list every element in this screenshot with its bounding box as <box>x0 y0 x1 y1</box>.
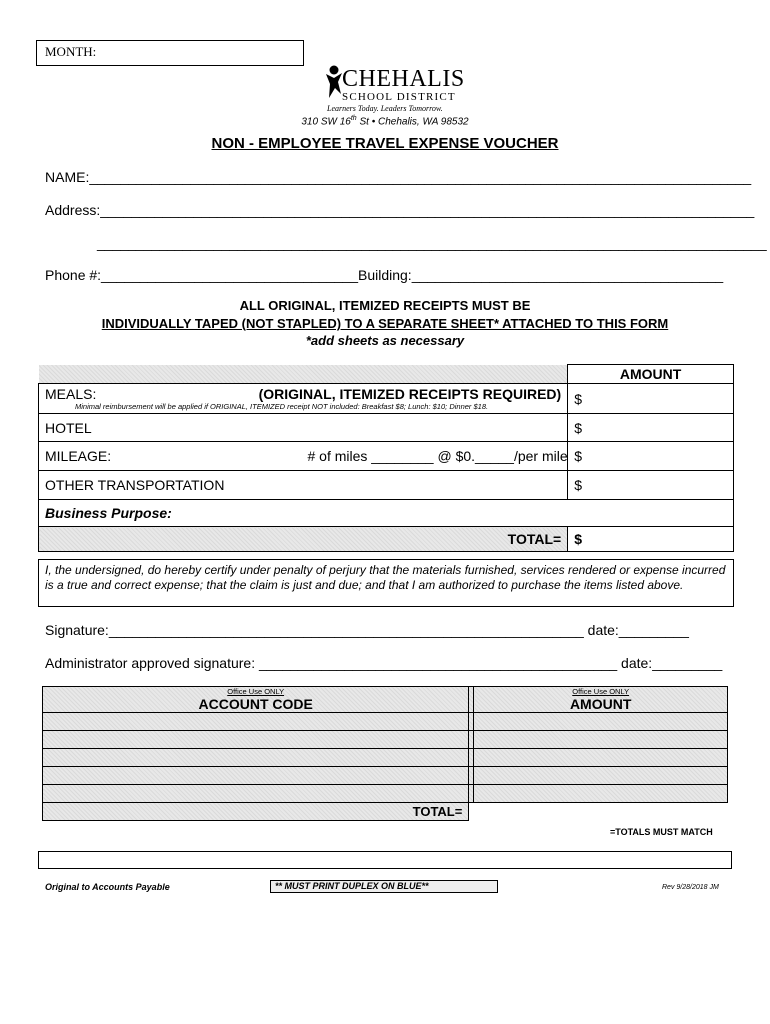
other-transportation-label: OTHER TRANSPORTATION <box>39 471 568 500</box>
amount-header: AMOUNT <box>568 365 734 384</box>
original-to-accounts-payable: Original to Accounts Payable <box>45 882 170 892</box>
account-code-cell[interactable] <box>43 749 469 767</box>
business-purpose-row <box>39 500 734 527</box>
notes-box[interactable] <box>38 851 732 869</box>
account-row <box>43 713 728 731</box>
account-row <box>43 731 728 749</box>
total-amount-input[interactable]: $ <box>568 527 734 552</box>
receipts-notice-line1: ALL ORIGINAL, ITEMIZED RECEIPTS MUST BE <box>239 298 531 313</box>
account-row <box>43 749 728 767</box>
meals-label: MEALS: <box>45 385 97 402</box>
receipts-notice-line3: *add sheets as necessary <box>305 333 465 348</box>
business-purpose-field[interactable]: Business Purpose: <box>39 500 734 527</box>
hotel-amount-input[interactable]: $ <box>568 414 734 442</box>
office-total-row <box>43 803 728 821</box>
revision-note: Rev 9/28/2018 JM <box>662 884 719 891</box>
phone-building-field[interactable]: Phone #:_________________________________Building:________________________________________ <box>45 267 724 283</box>
page-title: NON - EMPLOYEE TRAVEL EXPENSE VOUCHER <box>211 135 559 152</box>
address-field[interactable]: Address:____________________________________________________________________________________ <box>45 202 755 218</box>
totals-must-match-note: =TOTALS MUST MATCH <box>610 827 713 837</box>
mileage-amount-input[interactable]: $ <box>568 442 734 471</box>
other-transportation-row <box>39 471 734 500</box>
hotel-row <box>39 414 734 442</box>
account-code-cell[interactable] <box>43 785 469 803</box>
mileage-calculation[interactable]: # of miles ________ @ $0._____/per mile <box>307 448 568 464</box>
account-code-cell[interactable] <box>43 713 469 731</box>
meals-receipts-required: (ORIGINAL, ITEMIZED RECEIPTS REQUIRED) <box>258 385 562 402</box>
office-use-label-2: Office Use ONLY <box>572 687 630 696</box>
office-total-label: TOTAL= <box>43 803 469 821</box>
mileage-row <box>39 442 734 471</box>
admin-signature-field[interactable]: Administrator approved signature: ______________________________________________ date:_________ <box>45 655 723 671</box>
month-label: MONTH: <box>45 44 97 59</box>
amount-header-office: AMOUNT <box>569 696 632 712</box>
logo-subtitle: SCHOOL DISTRICT <box>342 91 456 103</box>
account-code-header: ACCOUNT CODE <box>198 696 313 712</box>
certification-statement: I, the undersigned, do hereby certify under penalty of perjury that the materials furnished, services rendered or expense incurred is a true and correct expense; that the claim is just and due; and that I am authorized to purchase the items listed above. <box>38 559 734 607</box>
signature-field[interactable]: Signature:_____________________________________________________________ date:_________ <box>45 622 689 638</box>
account-amount-cell[interactable] <box>474 713 728 731</box>
account-amount-cell[interactable] <box>474 767 728 785</box>
account-code-cell[interactable] <box>43 767 469 785</box>
logo-tagline: Learners Today. Leaders Tomorrow. <box>327 104 443 113</box>
office-use-table <box>42 686 728 821</box>
address-line2-field[interactable]: ______________________________________________________________________________________ <box>97 235 767 251</box>
account-row <box>43 785 728 803</box>
account-amount-cell[interactable] <box>474 731 728 749</box>
meals-amount-input[interactable]: $ <box>568 384 734 414</box>
logo-name: CHEHALIS <box>342 66 465 92</box>
account-row <box>43 767 728 785</box>
month-field[interactable] <box>36 40 304 66</box>
other-transportation-amount-input[interactable]: $ <box>568 471 734 500</box>
mileage-label: MILEAGE: <box>45 448 112 464</box>
meals-reimbursement-note: Minimal reimbursement will be applied if ORIGINAL, ITEMIZED receipt NOT included: Breakfast $8; Lunch: $10; Dinner $18. <box>75 401 489 411</box>
total-label: TOTAL= <box>39 527 568 552</box>
expense-table <box>38 364 734 552</box>
meals-row <box>39 384 734 414</box>
district-logo <box>318 64 465 114</box>
account-amount-cell[interactable] <box>474 785 728 803</box>
district-address: 310 SW 16th St • Chehalis, WA 98532 <box>301 115 469 128</box>
name-field[interactable]: NAME:_____________________________________________________________________________________ <box>45 169 752 185</box>
total-row <box>39 527 734 552</box>
account-amount-cell[interactable] <box>474 749 728 767</box>
office-use-label: Office Use ONLY <box>227 687 285 696</box>
duplex-notice: ** MUST PRINT DUPLEX ON BLUE** <box>270 880 498 893</box>
account-code-cell[interactable] <box>43 731 469 749</box>
receipts-notice-line2: INDIVIDUALLY TAPED (NOT STAPLED) TO A SEPARATE SHEET* ATTACHED TO THIS FORM <box>101 316 669 331</box>
hotel-label: HOTEL <box>39 414 568 442</box>
